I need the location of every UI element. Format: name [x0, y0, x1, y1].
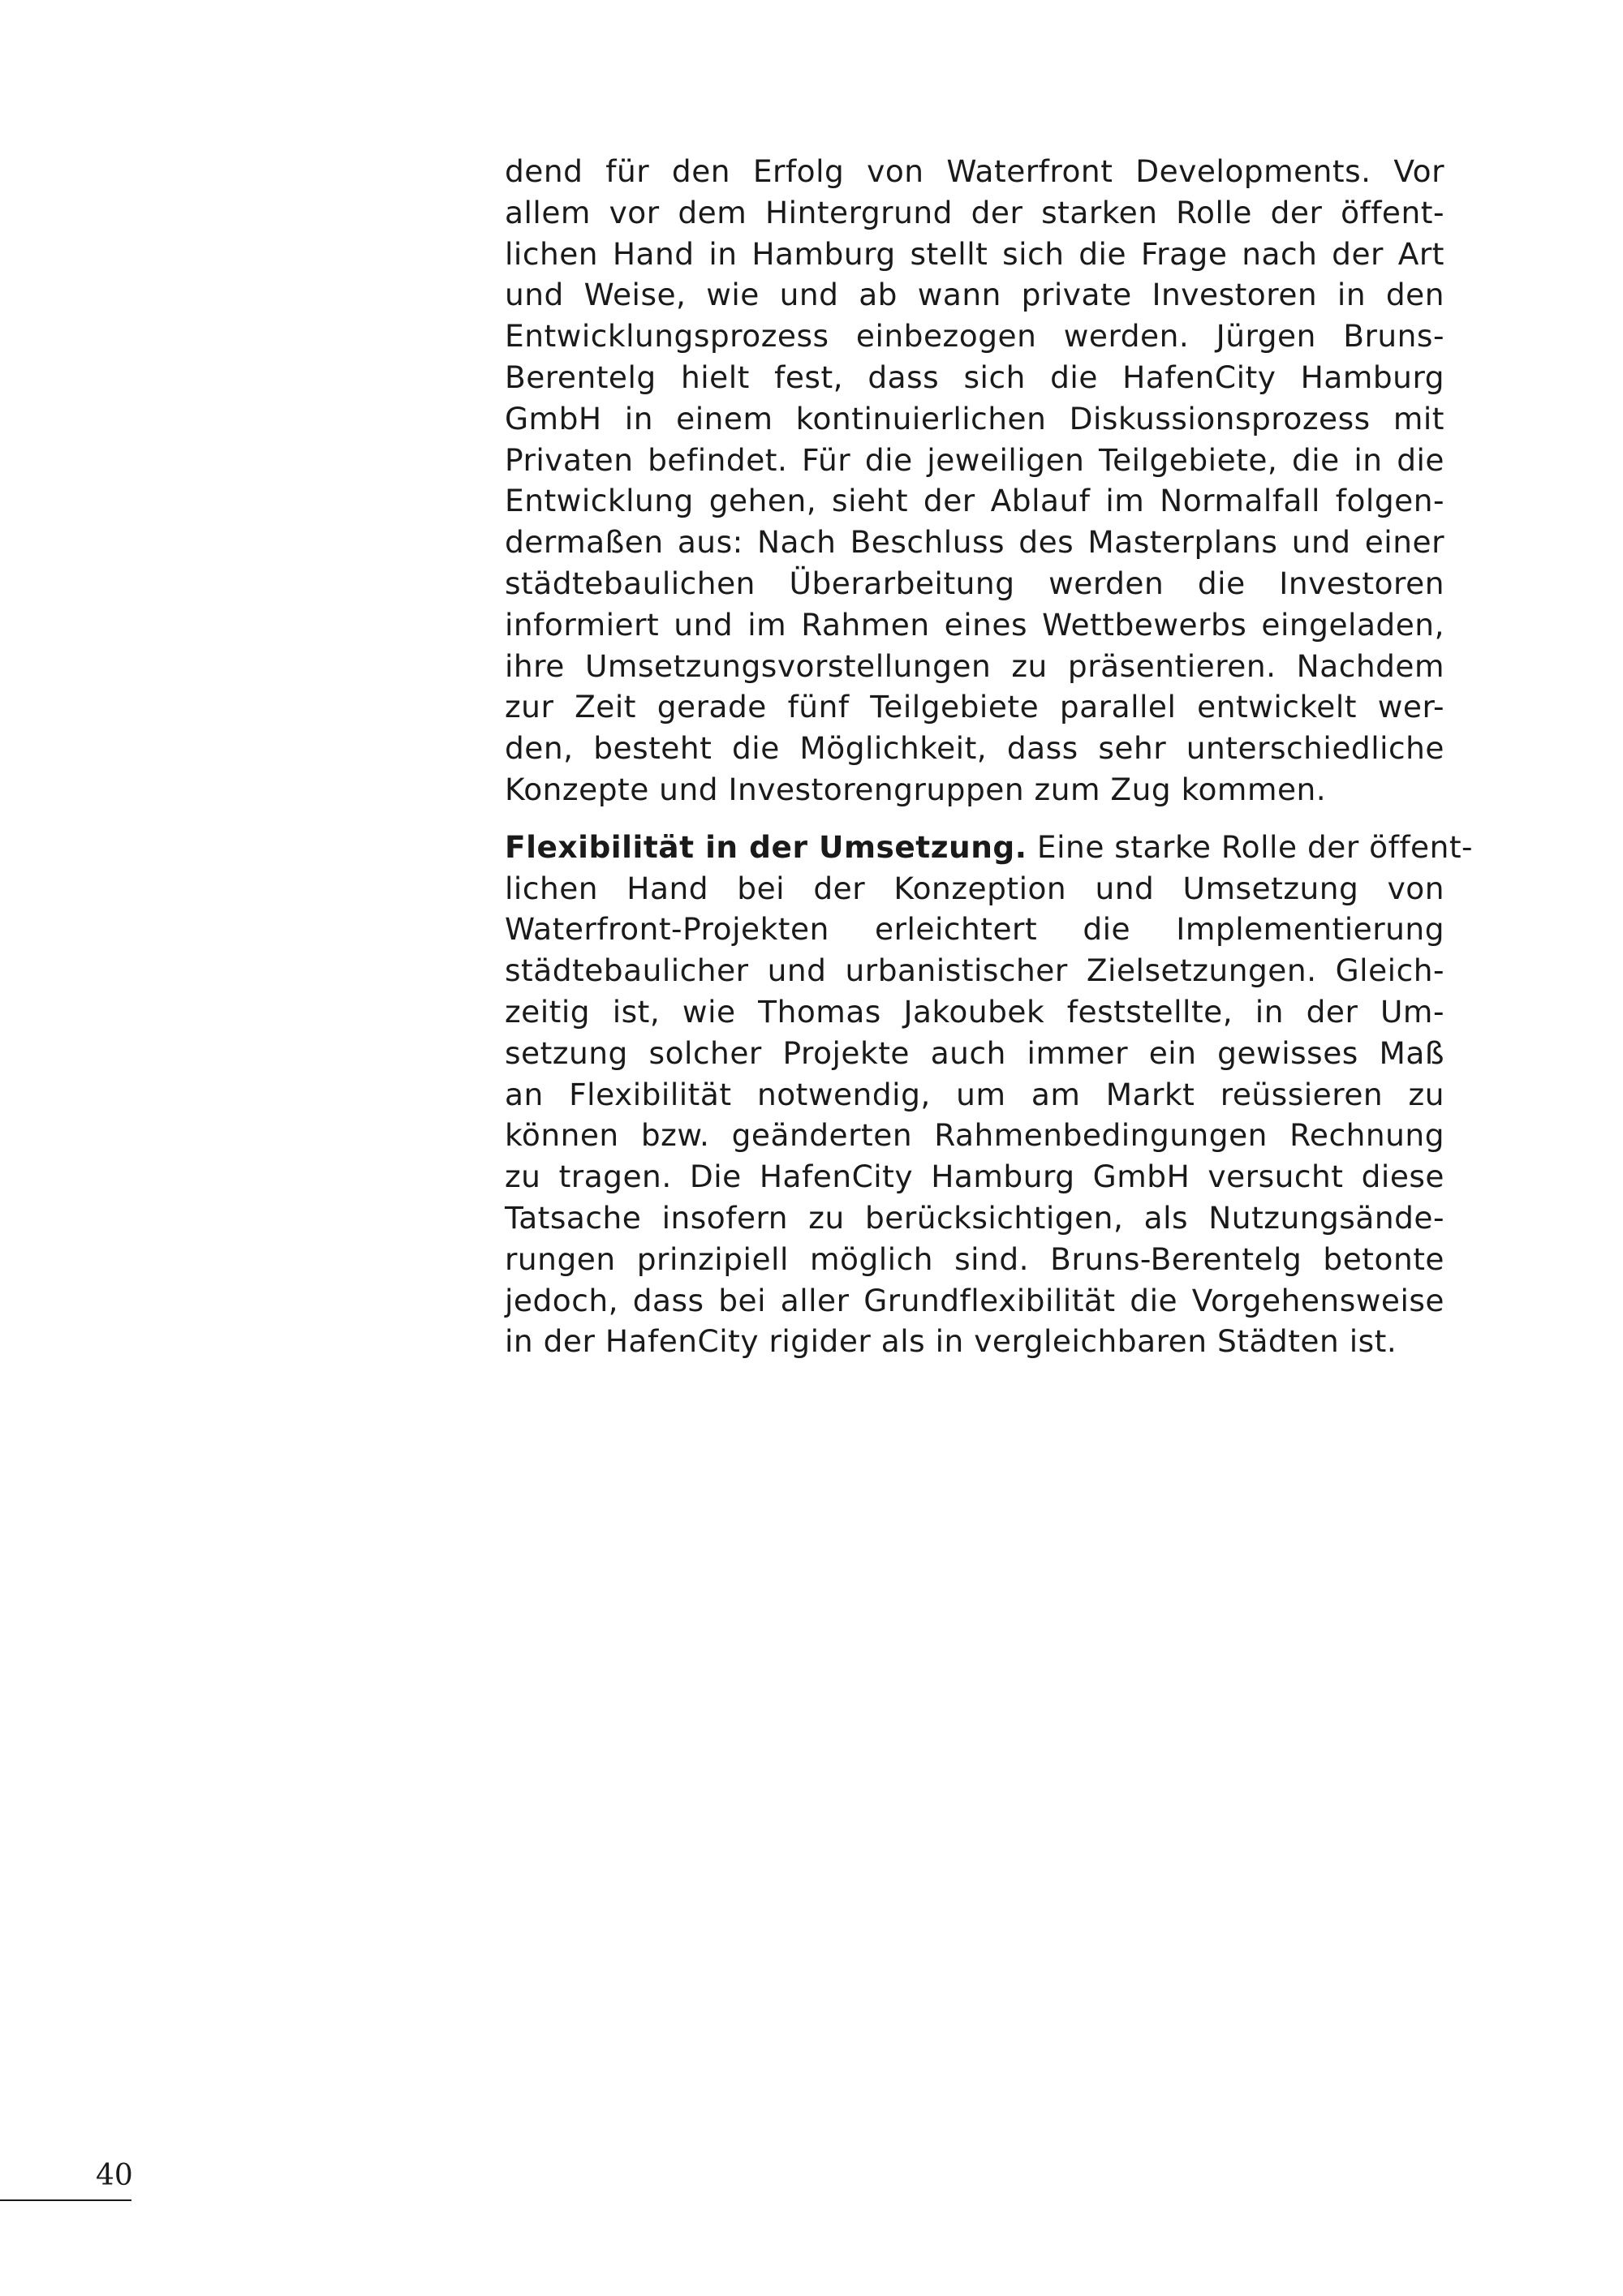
text-line: setzung solcher Projekte auch immer ein gewisses Maß — [505, 1034, 1444, 1071]
paragraph-2 — [505, 827, 1474, 1362]
text-line: den, besteht die Möglichkeit, dass sehr unterschiedliche — [505, 730, 1444, 767]
text-line: informiert und im Rahmen eines Wettbewerbs eingeladen, — [505, 606, 1444, 643]
body-text-column — [505, 151, 1474, 1362]
text-line: und Weise, wie und ab wann private Investoren in den — [505, 277, 1444, 313]
text-line: zur Zeit gerade fünf Teilgebiete parallel entwickelt wer- — [505, 689, 1444, 725]
text-line: dend für den Erfolg von Waterfront Developments. Vor — [505, 153, 1444, 189]
text-line: Entwicklung gehen, sieht der Ablauf im Normalfall folgen- — [505, 483, 1444, 519]
text-line: lichen Hand bei der Konzeption und Umsetzung von — [505, 870, 1444, 906]
paragraph-heading: Flexibilität in der Umsetzung. — [505, 828, 1027, 865]
text-line: ihre Umsetzungsvorstellungen zu präsentieren. Nachdem — [505, 647, 1444, 684]
text-line: können bzw. geänderten Rahmenbedingungen Rechnung — [505, 1117, 1444, 1154]
text-line: dermaßen aus: Nach Beschluss des Masterplans und einer — [505, 524, 1444, 561]
text-line: zu tragen. Die HafenCity Hamburg GmbH versucht diese — [505, 1159, 1444, 1195]
text-line: Konzepte und Investorengruppen zum Zug kommen. — [505, 771, 1327, 807]
text-line: GmbH in einem kontinuierlichen Diskussionsprozess mit — [505, 400, 1444, 436]
text-line: zeitig ist, wie Thomas Jakoubek feststellte, in der Um- — [505, 993, 1444, 1030]
paragraph-1 — [505, 151, 1444, 810]
text-line: Privaten befindet. Für die jeweiligen Teilgebiete, die in die — [505, 441, 1444, 478]
text-line: in der HafenCity rigider als in vergleichbaren Städten ist. — [505, 1323, 1397, 1360]
text-line: lichen Hand in Hamburg stellt sich die Frage nach der Art — [505, 235, 1444, 272]
text-line: jedoch, dass bei aller Grundflexibilität die Vorgehensweise — [505, 1282, 1444, 1318]
text-line: allem vor dem Hintergrund der starken Rolle der öffent- — [505, 194, 1444, 230]
text-line-with-heading — [505, 827, 1474, 868]
text-line: Tatsache insofern zu berücksichtigen, als Nutzungsände- — [505, 1199, 1444, 1236]
text-line: städtebaulicher und urbanistischer Zielsetzungen. Gleich- — [505, 952, 1444, 989]
text-line: an Flexibilität notwendig, um am Markt reüssieren zu — [505, 1076, 1444, 1112]
text-line: städtebaulichen Überarbeitung werden die Investoren — [505, 565, 1444, 601]
text-fragment: Eine starke Rolle der öffent- — [1027, 828, 1474, 865]
page-number-rule — [0, 2199, 131, 2201]
text-line: rungen prinzipiell möglich sind. Bruns-Berentelg betonte — [505, 1240, 1444, 1277]
text-line: Waterfront-Projekten erleichtert die Implementierung — [505, 911, 1444, 948]
text-line: Entwicklungsprozess einbezogen werden. Jürgen Bruns- — [505, 318, 1444, 355]
text-line: Berentelg hielt fest, dass sich die HafenCity Hamburg — [505, 359, 1444, 395]
page-number: 40 — [96, 2159, 133, 2192]
